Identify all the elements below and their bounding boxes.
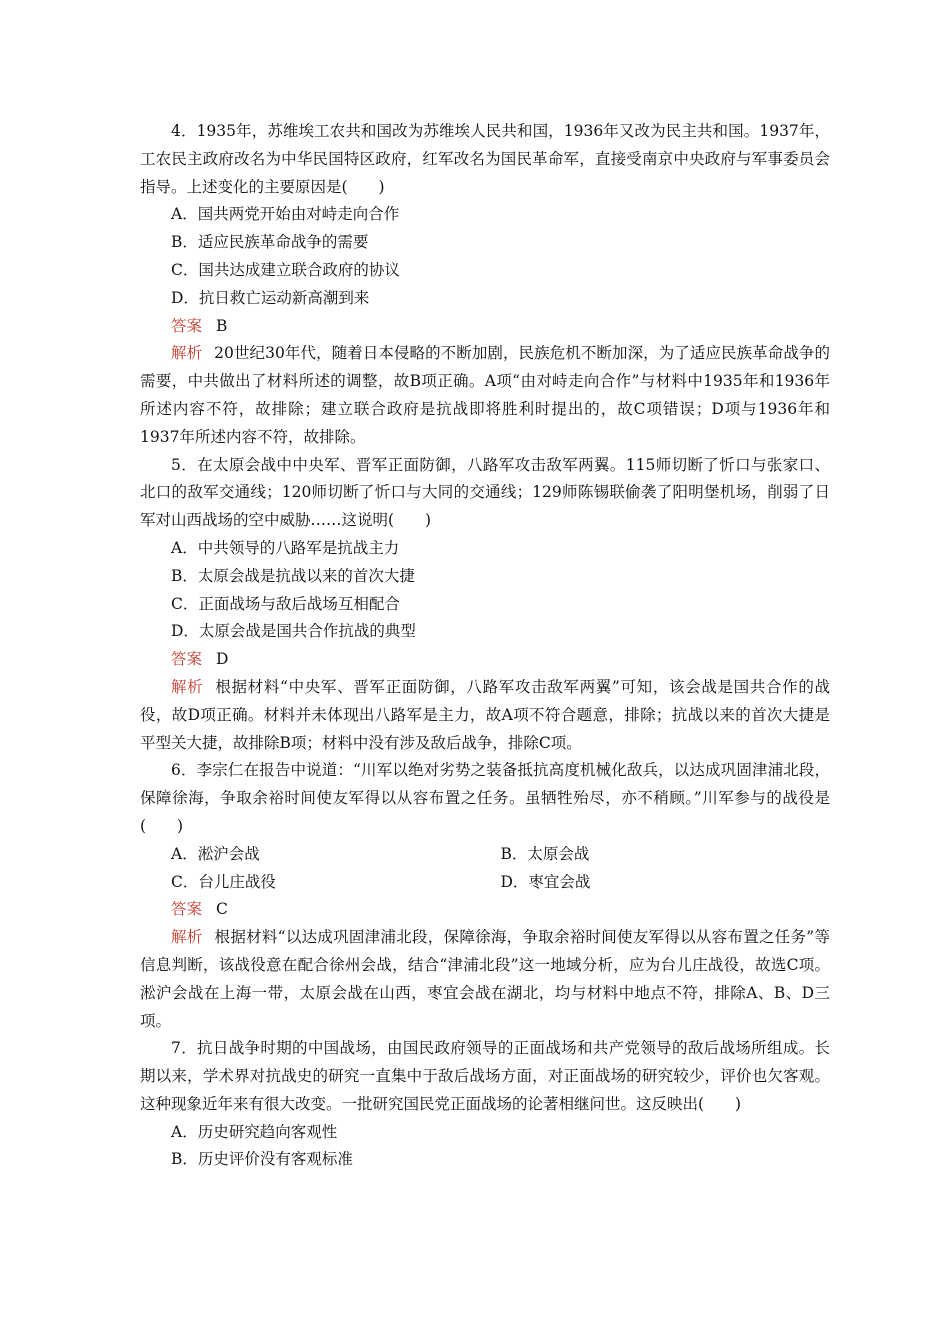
answer-value: C xyxy=(216,900,228,919)
analysis-label: 解析 xyxy=(171,928,203,947)
answer-value: B xyxy=(216,316,228,335)
answer-value: D xyxy=(216,650,229,669)
question-5-stem: 5．在太原会战中中央军、晋军正面防御，八路军攻击敌军两翼。115师切断了忻口与张家口、北口的敌军交通线；120师切断了忻口与大同的交通线；129师陈锡联偷袭了阳明堡机场，削弱了日军对山西战场的空中威胁……这说明( ) xyxy=(140,455,830,530)
question-5-answer xyxy=(140,646,830,674)
analysis-label: 解析 xyxy=(171,344,203,363)
analysis-text: 20世纪30年代，随着日本侵略的不断加剧，民族危机不断加深，为了适应民族革命战争的需要，中共做出了材料所述的调整，故B项正确。A项“由对峙走向合作”与材料中1935年和1936年所述内容不符，故排除；建立联合政府是抗战即将胜利时提出的，故C项错误；D项与1936年和1937年所述内容不符，故排除。 xyxy=(140,344,830,446)
question-7-stem: 7．抗日战争时期的中国战场，由国民政府领导的正面战场和共产党领导的敌后战场所组成。长期以来，学术界对抗战史的研究一直集中于敌后战场方面，对正面战场的研究较少，评价也欠客观。这种现象近年来有很大改变。一批研究国民党正面战场的论著相继问世。这反映出( ) xyxy=(140,1039,830,1113)
question-5-analysis xyxy=(140,674,830,757)
answer-label: 答案 xyxy=(171,650,203,669)
question-5-option-d: D．太原会战是国共合作抗战的典型 xyxy=(171,622,416,641)
question-4-option-c: C．国共达成建立联合政府的协议 xyxy=(171,260,400,279)
analysis-label: 解析 xyxy=(171,677,204,696)
question-5-option-c: C．正面战场与敌后战场互相配合 xyxy=(171,594,400,613)
question-6-option-a: A．淞沪会战 xyxy=(171,844,260,863)
question-4-option-d: D．抗日救亡运动新高潮到来 xyxy=(171,288,370,307)
question-6-options-row-1 xyxy=(140,841,830,869)
question-6-option-c: C．台儿庄战役 xyxy=(171,872,276,891)
document-page xyxy=(140,118,830,1174)
question-6-answer xyxy=(140,896,830,924)
question-7-option-b: B．历史评价没有客观标准 xyxy=(171,1150,353,1169)
question-4-stem: 4．1935年，苏维埃工农共和国改为苏维埃人民共和国，1936年又改为民主共和国。1937年，工农民主政府改名为中华民国特区政府，红军改名为国民革命军，直接受南京中央政府与军事委员会指导。上述变化的主要原因是( ) xyxy=(140,122,830,196)
question-6-option-d: D．枣宜会战 xyxy=(500,872,591,891)
question-5-option-b: B．太原会战是抗战以来的首次大捷 xyxy=(171,566,415,585)
answer-label: 答案 xyxy=(171,900,203,919)
question-6-stem: 6．李宗仁在报告中说道：“川军以绝对劣势之装备抵抗高度机械化敌兵，以达成巩固津浦北段，保障徐海，争取余裕时间使友军得以从容布置之任务。虽牺牲殆尽，亦不稍顾。”川军参与的战役是( ) xyxy=(140,761,830,835)
question-5-option-a: A．中共领导的八路军是抗战主力 xyxy=(171,538,400,557)
analysis-text: 根据材料“中央军、晋军正面防御，八路军攻击敌军两翼”可知，该会战是国共合作的战役，故D项正确。材料并未体现出八路军是主力，故A项不符合题意，排除；抗战以来的首次大捷是平型关大捷，故排除B项；材料中没有涉及敌后战争，排除C项。 xyxy=(140,677,830,752)
question-4-option-b: B．适应民族革命战争的需要 xyxy=(171,233,369,252)
question-7-option-a: A．历史研究趋向客观性 xyxy=(171,1122,338,1141)
answer-label: 答案 xyxy=(171,316,203,335)
question-6-options-row-2 xyxy=(140,869,830,897)
question-6-analysis xyxy=(140,924,830,1035)
analysis-text: 根据材料“以达成巩固津浦北段，保障徐海，争取余裕时间使友军得以从容布置之任务”等信息判断，该战役意在配合徐州会战，结合“津浦北段”这一地域分析，应为台儿庄战役，故选C项。淞沪会战在上海一带，太原会战在山西，枣宜会战在湖北，均与材料中地点不符，排除A、B、D三项。 xyxy=(140,928,830,1030)
question-4-answer xyxy=(140,313,830,341)
question-4-analysis xyxy=(140,340,830,451)
question-4-option-a: A．国共两党开始由对峙走向合作 xyxy=(171,205,400,224)
question-6-option-b: B．太原会战 xyxy=(500,844,590,863)
